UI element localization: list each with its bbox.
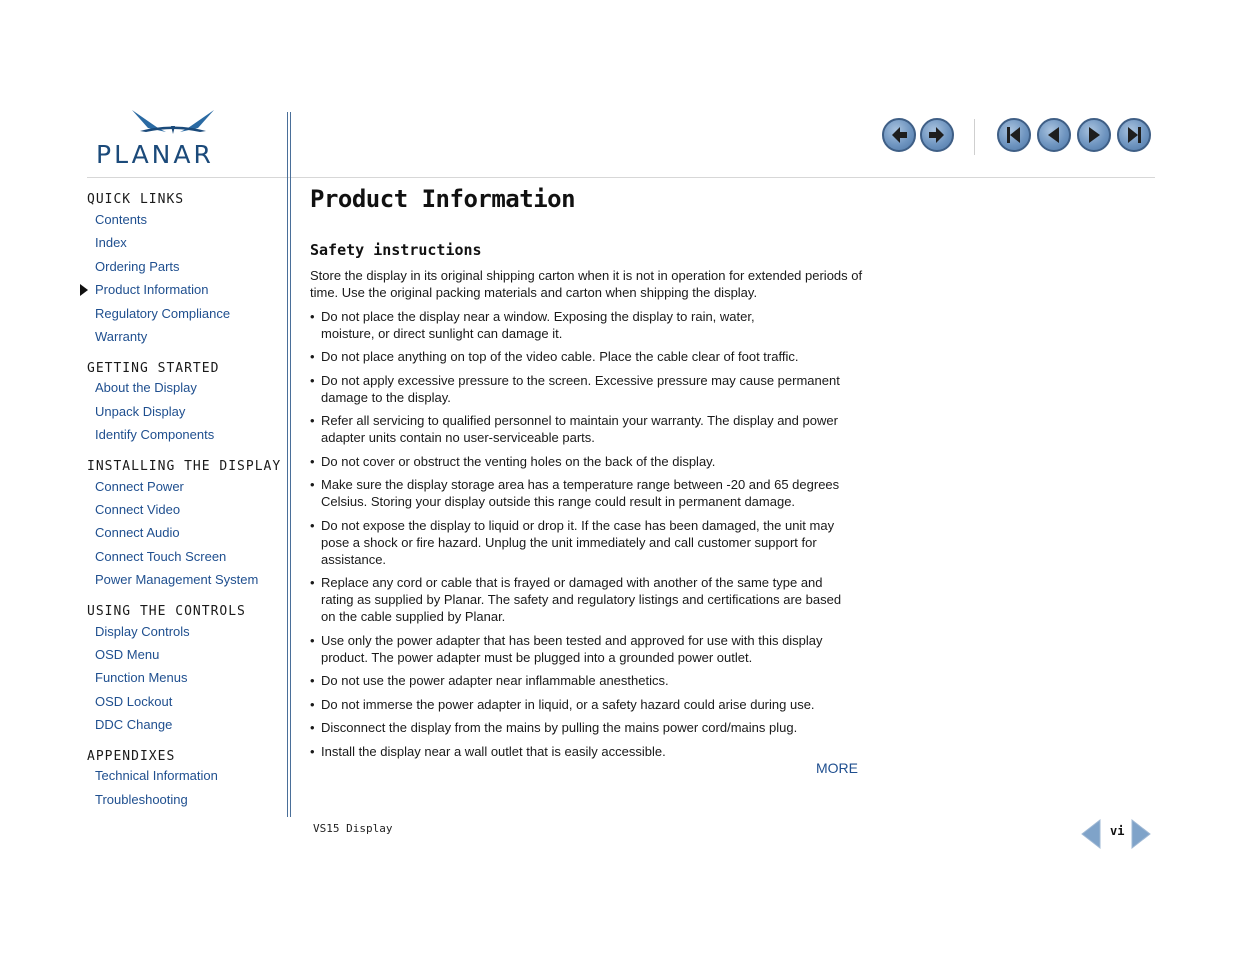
bullet-icon: • xyxy=(310,673,315,688)
forward-button[interactable] xyxy=(920,118,954,152)
sidebar-item-product-information[interactable]: Product Information xyxy=(95,282,209,297)
first-page-icon xyxy=(999,120,1029,150)
list-item-text: Do not place the display near a window. Exposing the display to rain, water, moisture, or direct sunlight can damage it. xyxy=(321,309,755,341)
planar-logo-wordmark: PLANAR xyxy=(96,140,214,169)
sidebar-item-unpack-display[interactable]: Unpack Display xyxy=(95,404,186,419)
sidebar-item-osd-menu[interactable]: OSD Menu xyxy=(95,647,160,662)
sidebar-divider xyxy=(287,112,291,817)
sidebar-item-index[interactable]: Index xyxy=(95,235,127,250)
list-item-text: Do not cover or obstruct the venting holes on the back of the display. xyxy=(321,454,716,469)
sidebar-item-about-the-display[interactable]: About the Display xyxy=(95,380,197,395)
sidebar-heading-installing-the-display: INSTALLING THE DISPLAY xyxy=(87,459,282,474)
list-item-text: Make sure the display storage area has a temperature range between -20 and 65 degrees Celsius. Storing your display outside this range could result in permanent damage. xyxy=(321,477,840,509)
header-divider xyxy=(87,177,1155,178)
sidebar-item-regulatory-compliance[interactable]: Regulatory Compliance xyxy=(95,306,231,321)
bullet-icon: • xyxy=(310,413,315,428)
list-item-text: Install the display near a wall outlet that is easily accessible. xyxy=(321,744,666,759)
list-item-text: Do not apply excessive pressure to the screen. Excessive pressure may cause permanent damage to the display. xyxy=(321,373,840,405)
next-page-icon xyxy=(1079,120,1109,150)
sidebar-heading-getting-started: GETTING STARTED xyxy=(87,361,220,376)
sidebar-item-warranty[interactable]: Warranty xyxy=(95,329,148,344)
sidebar-item-display-controls[interactable]: Display Controls xyxy=(95,624,190,639)
page-title: Product Information xyxy=(310,185,576,213)
bullet-icon: • xyxy=(310,720,315,735)
list-item-text: Refer all servicing to qualified personnel to maintain your warranty. The display and power adapter units contain no user-serviceable parts. xyxy=(321,413,838,445)
last-page-icon xyxy=(1119,120,1149,150)
sidebar-heading-quick-links: QUICK LINKS xyxy=(87,192,185,207)
bullet-icon: • xyxy=(310,697,315,712)
bullet-icon: • xyxy=(310,518,315,533)
sidebar-item-connect-audio[interactable]: Connect Audio xyxy=(95,525,180,540)
sidebar-item-ordering-parts[interactable]: Ordering Parts xyxy=(95,259,180,274)
back-arrow-icon xyxy=(884,120,914,150)
sidebar-item-power-management-system[interactable]: Power Management System xyxy=(95,572,259,587)
planar-logo xyxy=(96,108,248,168)
previous-page-button[interactable] xyxy=(1037,118,1071,152)
intro-paragraph: Store the display in its original shipping carton when it is not in operation for extended periods of time. Use the original packing materials and carton when shipping the display. xyxy=(310,268,863,300)
page-number: vi xyxy=(1110,824,1125,838)
list-item-text: Do not expose the display to liquid or drop it. If the case has been damaged, the unit may pose a shock or fire hazard. Unplug the unit immediately and call customer support for assistance. xyxy=(321,518,835,567)
section-title: Safety instructions xyxy=(310,241,482,259)
bullet-icon: • xyxy=(310,454,315,469)
bullet-icon: • xyxy=(310,477,315,492)
planar-logo-mark-icon xyxy=(96,108,248,142)
bullet-icon: • xyxy=(310,575,315,590)
sidebar-item-connect-power[interactable]: Connect Power xyxy=(95,479,184,494)
sidebar-item-ddc-change[interactable]: DDC Change xyxy=(95,717,173,732)
list-item-text: Disconnect the display from the mains by pulling the mains power cord/mains plug. xyxy=(321,720,798,735)
list-item-text: Do not immerse the power adapter in liquid, or a safety hazard could arise during use. xyxy=(321,697,815,712)
list-item-text: Do not use the power adapter near inflammable anesthetics. xyxy=(321,673,669,688)
sidebar-item-troubleshooting[interactable]: Troubleshooting xyxy=(95,792,188,807)
nav-divider xyxy=(974,119,975,155)
sidebar-item-function-menus[interactable]: Function Menus xyxy=(95,670,188,685)
footer-document-title: VS15 Display xyxy=(313,822,393,835)
next-page-arrow-icon[interactable] xyxy=(1130,818,1152,850)
sidebar-item-technical-information[interactable]: Technical Information xyxy=(95,768,218,783)
sidebar-item-connect-video[interactable]: Connect Video xyxy=(95,502,181,517)
bullet-icon: • xyxy=(310,309,315,324)
list-item-text: Do not place anything on top of the video cable. Place the cable clear of foot traffic. xyxy=(321,349,799,364)
previous-page-icon xyxy=(1039,120,1069,150)
sidebar-heading-appendixes: APPENDIXES xyxy=(87,749,176,764)
next-page-button[interactable] xyxy=(1077,118,1111,152)
sidebar-item-identify-components[interactable]: Identify Components xyxy=(95,427,215,442)
sidebar-item-osd-lockout[interactable]: OSD Lockout xyxy=(95,694,173,709)
bullet-icon: • xyxy=(310,633,315,648)
previous-page-arrow-icon[interactable] xyxy=(1080,818,1102,850)
back-button[interactable] xyxy=(882,118,916,152)
forward-arrow-icon xyxy=(922,120,952,150)
sidebar-heading-using-the-controls: USING THE CONTROLS xyxy=(87,604,246,619)
last-page-button[interactable] xyxy=(1117,118,1151,152)
current-page-marker-icon xyxy=(80,284,88,296)
bullet-icon: • xyxy=(310,744,315,759)
list-item-text: Use only the power adapter that has been tested and approved for use with this display product. The power adapter must be plugged into a grounded power outlet. xyxy=(321,633,823,665)
bullet-icon: • xyxy=(310,349,315,364)
bullet-icon: • xyxy=(310,373,315,388)
first-page-button[interactable] xyxy=(997,118,1031,152)
sidebar-item-connect-touch-screen[interactable]: Connect Touch Screen xyxy=(95,549,227,564)
more-link[interactable]: MORE xyxy=(816,760,858,776)
list-item-text: Replace any cord or cable that is frayed or damaged with another of the same type and rating as supplied by Planar. The safety and regulatory listings and certifications are based on the cable supplied by Planar. xyxy=(321,575,842,624)
sidebar-item-contents[interactable]: Contents xyxy=(95,212,148,227)
